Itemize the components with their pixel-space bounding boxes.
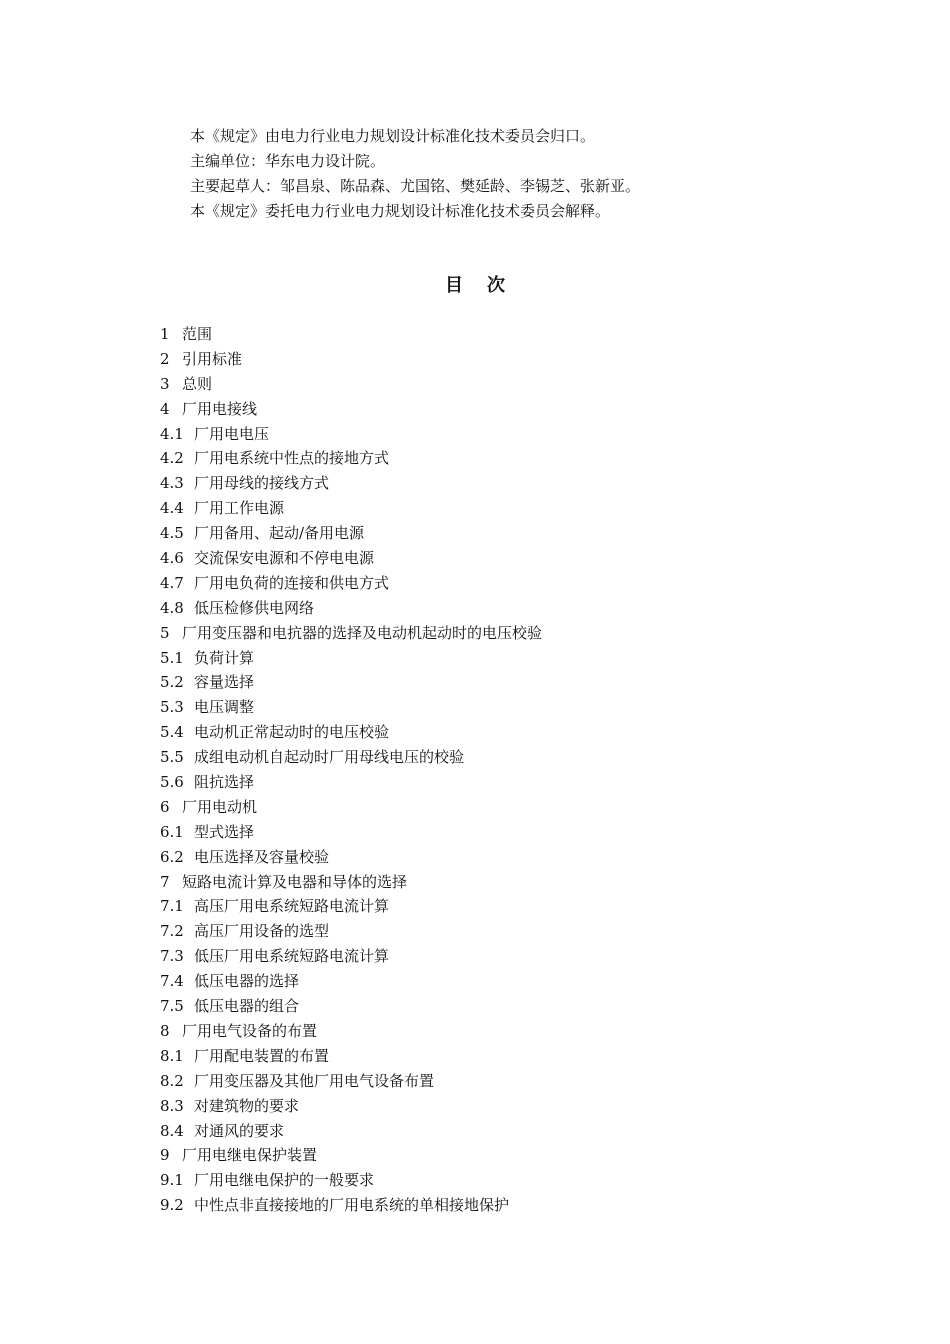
toc-entry-title: 厂用电电压 bbox=[194, 424, 270, 443]
toc-entry-title: 厂用电动机 bbox=[182, 797, 258, 816]
toc-entry-title: 电动机正常起动时的电压校验 bbox=[194, 723, 390, 742]
toc-entry-title: 厂用配电装置的布置 bbox=[194, 1046, 330, 1065]
toc-entry[interactable] bbox=[160, 670, 880, 695]
toc-entry-title: 对通风的要求 bbox=[194, 1121, 285, 1140]
intro-line: 本《规定》由电力行业电力规划设计标准化技术委员会归口。 bbox=[190, 127, 596, 145]
toc-entry-number: 7 bbox=[160, 872, 170, 891]
toc-entry-title: 低压检修供电网络 bbox=[194, 598, 315, 617]
toc-entry-title: 厂用变压器和电抗器的选择及电动机起动时的电压校验 bbox=[182, 623, 543, 642]
toc-entry-title: 厂用电继电保护的一般要求 bbox=[194, 1171, 375, 1190]
toc-title: 目次 bbox=[445, 275, 529, 296]
toc-entry[interactable] bbox=[160, 596, 880, 621]
toc-entry-title: 范围 bbox=[182, 325, 213, 343]
toc-entry[interactable] bbox=[160, 795, 880, 820]
toc-entry[interactable] bbox=[160, 1019, 880, 1044]
toc-entry-number: 5.5 bbox=[160, 748, 184, 767]
toc-entry[interactable] bbox=[160, 1119, 880, 1144]
toc-entry-title: 短路电流计算及电器和导体的选择 bbox=[182, 872, 408, 891]
toc-entry-number: 3 bbox=[160, 374, 170, 393]
toc-entry[interactable] bbox=[160, 720, 880, 745]
toc-entry-title: 负荷计算 bbox=[194, 648, 255, 667]
intro-line: 主要起草人：邹昌泉、陈品森、尤国铭、樊延龄、李锡芝、张新亚。 bbox=[190, 177, 641, 195]
toc-entry-number: 8.1 bbox=[160, 1046, 184, 1065]
toc-entry-number: 8 bbox=[160, 1021, 170, 1040]
toc-entry[interactable] bbox=[160, 422, 880, 447]
toc-entry[interactable] bbox=[160, 621, 880, 646]
toc-entry-title: 厂用电接线 bbox=[182, 399, 258, 418]
toc-entry[interactable] bbox=[160, 1094, 880, 1119]
toc-entry-number: 4.3 bbox=[160, 474, 184, 493]
toc-entry-title: 对建筑物的要求 bbox=[194, 1096, 300, 1115]
toc-entry[interactable] bbox=[160, 870, 880, 895]
toc-entry-number: 7.2 bbox=[160, 922, 184, 941]
toc-entry[interactable] bbox=[160, 1143, 880, 1168]
toc-entry-number: 4.6 bbox=[160, 549, 184, 568]
toc-entry[interactable] bbox=[160, 496, 880, 521]
toc-entry-number: 4.8 bbox=[160, 598, 184, 617]
table-of-contents bbox=[160, 322, 880, 1218]
toc-entry-title: 厂用工作电源 bbox=[194, 499, 285, 518]
toc-entry-title: 低压电器的组合 bbox=[194, 997, 300, 1016]
toc-entry-title: 中性点非直接接地的厂用电系统的单相接地保护 bbox=[194, 1196, 510, 1215]
toc-entry-number: 5 bbox=[160, 623, 170, 642]
toc-entry-title: 电压选择及容量校验 bbox=[194, 847, 330, 866]
toc-entry-number: 9.2 bbox=[160, 1196, 184, 1215]
toc-entry-number: 5.1 bbox=[160, 648, 184, 667]
toc-entry[interactable] bbox=[160, 1193, 880, 1218]
toc-entry-number: 7.5 bbox=[160, 997, 184, 1016]
toc-entry-number: 5.2 bbox=[160, 673, 184, 692]
toc-entry[interactable] bbox=[160, 919, 880, 944]
toc-entry-number: 7.3 bbox=[160, 947, 184, 966]
toc-entry[interactable] bbox=[160, 397, 880, 422]
toc-entry-title: 引用标准 bbox=[182, 349, 243, 368]
toc-entry-number: 9 bbox=[160, 1146, 170, 1165]
toc-entry-number: 5.3 bbox=[160, 698, 184, 717]
intro-paragraphs bbox=[190, 124, 890, 224]
toc-entry-number: 4.7 bbox=[160, 573, 184, 592]
toc-entry-title: 总则 bbox=[182, 374, 213, 393]
toc-entry-title: 成组电动机自起动时厂用母线电压的校验 bbox=[194, 748, 465, 767]
toc-entry[interactable] bbox=[160, 894, 880, 919]
toc-entry[interactable] bbox=[160, 994, 880, 1019]
toc-entry[interactable] bbox=[160, 322, 880, 347]
toc-entry-number: 2 bbox=[160, 349, 170, 368]
toc-entry-title: 型式选择 bbox=[194, 822, 255, 841]
toc-entry[interactable] bbox=[160, 446, 880, 471]
toc-entry[interactable] bbox=[160, 969, 880, 994]
toc-entry-number: 8.2 bbox=[160, 1071, 184, 1090]
toc-entry-title: 厂用电系统中性点的接地方式 bbox=[194, 449, 390, 468]
toc-entry-number: 4.4 bbox=[160, 499, 184, 518]
toc-entry[interactable] bbox=[160, 845, 880, 870]
toc-entry-title: 低压厂用电系统短路电流计算 bbox=[194, 947, 390, 966]
toc-entry-number: 4.2 bbox=[160, 449, 184, 468]
toc-entry-title: 高压厂用设备的选型 bbox=[194, 922, 330, 941]
toc-entry-number: 5.6 bbox=[160, 773, 184, 792]
toc-entry-number: 8.3 bbox=[160, 1096, 184, 1115]
toc-entry[interactable] bbox=[160, 471, 880, 496]
intro-line: 本《规定》委托电力行业电力规划设计标准化技术委员会解释。 bbox=[190, 202, 611, 220]
toc-entry-number: 7.4 bbox=[160, 972, 184, 991]
toc-entry[interactable] bbox=[160, 944, 880, 969]
toc-entry-number: 4.5 bbox=[160, 524, 184, 543]
toc-entry-title: 电压调整 bbox=[194, 698, 255, 717]
toc-entry-number: 6.2 bbox=[160, 847, 184, 866]
toc-entry-title: 厂用电负荷的连接和供电方式 bbox=[194, 573, 390, 592]
toc-entry-number: 6.1 bbox=[160, 822, 184, 841]
toc-entry[interactable] bbox=[160, 372, 880, 397]
toc-entry[interactable] bbox=[160, 521, 880, 546]
intro-line: 主编单位：华东电力设计院。 bbox=[190, 152, 386, 170]
toc-entry[interactable] bbox=[160, 695, 880, 720]
toc-entry[interactable] bbox=[160, 1044, 880, 1069]
toc-entry-title: 低压电器的选择 bbox=[194, 972, 300, 991]
toc-entry-title: 厂用电继电保护装置 bbox=[182, 1146, 318, 1165]
toc-entry[interactable] bbox=[160, 1168, 880, 1193]
toc-entry-number: 8.4 bbox=[160, 1121, 184, 1140]
toc-entry[interactable] bbox=[160, 646, 880, 671]
toc-entry[interactable] bbox=[160, 820, 880, 845]
toc-entry[interactable] bbox=[160, 770, 880, 795]
toc-entry-title: 厂用备用、起动/备用电源 bbox=[194, 524, 365, 543]
toc-entry[interactable] bbox=[160, 745, 880, 770]
toc-entry-title: 厂用母线的接线方式 bbox=[194, 474, 330, 493]
toc-entry-title: 容量选择 bbox=[194, 673, 255, 692]
toc-entry-title: 高压厂用电系统短路电流计算 bbox=[194, 897, 390, 916]
toc-entry-number: 4 bbox=[160, 399, 170, 418]
toc-entry-number: 9.1 bbox=[160, 1171, 184, 1190]
toc-entry-number: 6 bbox=[160, 797, 170, 816]
toc-entry-title: 交流保安电源和不停电电源 bbox=[194, 549, 375, 568]
toc-entry-number: 7.1 bbox=[160, 897, 184, 916]
toc-entry-title: 阻抗选择 bbox=[194, 773, 255, 792]
toc-entry-number: 1 bbox=[160, 325, 170, 343]
toc-entry-title: 厂用变压器及其他厂用电气设备布置 bbox=[194, 1071, 435, 1090]
toc-entry[interactable] bbox=[160, 571, 880, 596]
toc-entry[interactable] bbox=[160, 1069, 880, 1094]
toc-entry-number: 5.4 bbox=[160, 723, 184, 742]
toc-entry[interactable] bbox=[160, 347, 880, 372]
toc-entry[interactable] bbox=[160, 546, 880, 571]
toc-entry-number: 4.1 bbox=[160, 424, 184, 443]
toc-entry-title: 厂用电气设备的布置 bbox=[182, 1021, 318, 1040]
